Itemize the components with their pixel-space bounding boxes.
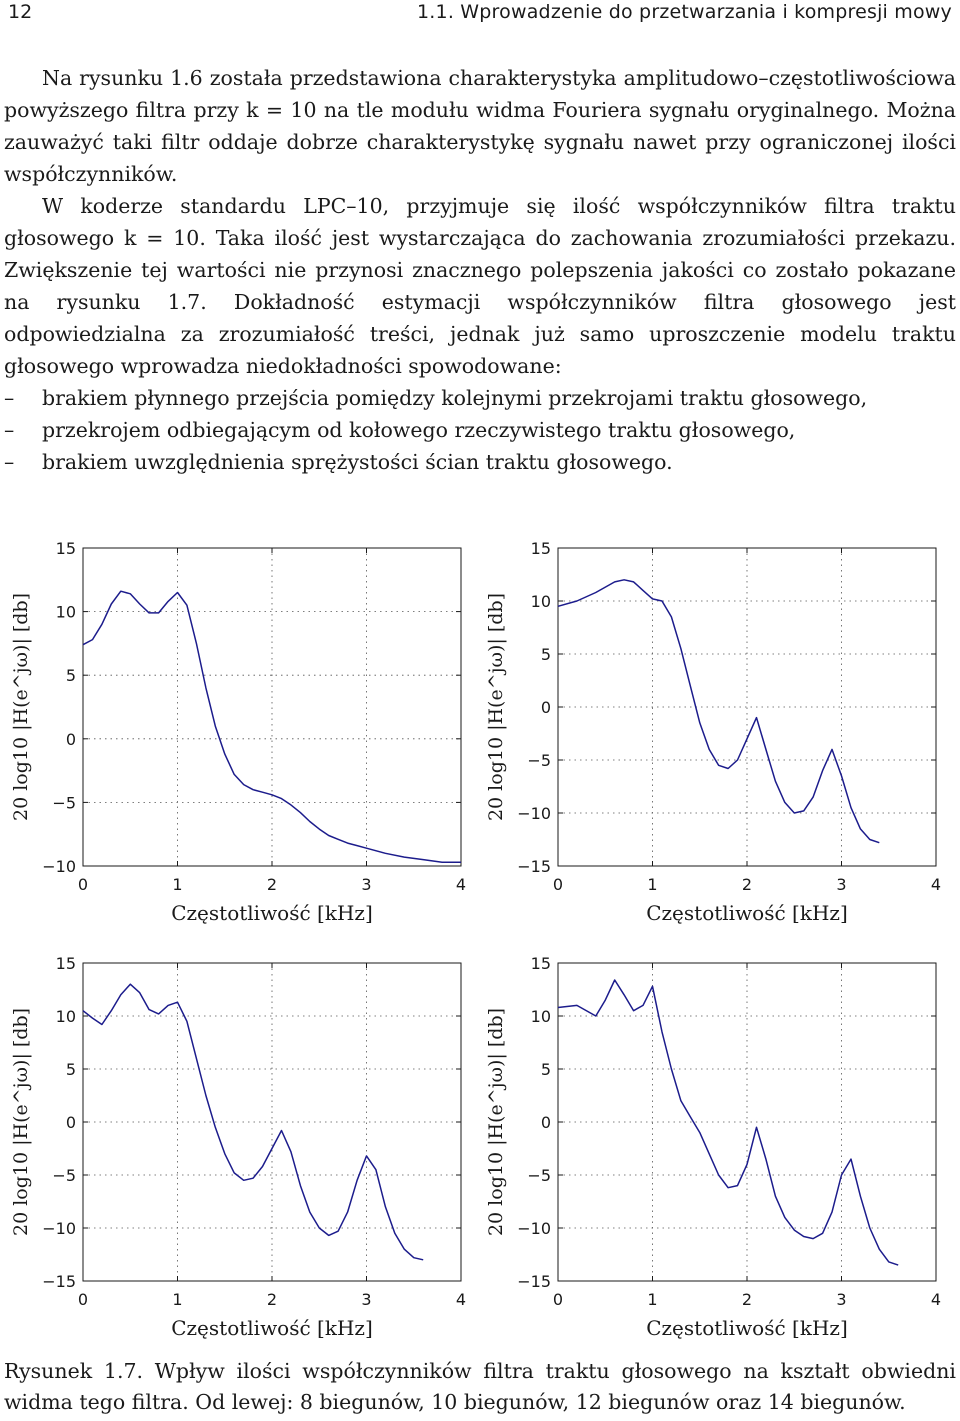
x-tick-label: 4 xyxy=(930,1290,942,1309)
y-tick-label: −5 xyxy=(52,793,76,813)
paragraph-1: Na rysunku 1.6 została przedstawiona charakterystyka amplitudowo–częstotliwościowa powyższego filtra przy k = 10 na tle modułu widma Fouriera sygnału oryginalnego. Można zauważyć taki filtr oddaje dobrze charakterystykę sygnału nawet przy ograniczonej ilości współczynników. xyxy=(4,66,956,186)
page-number: 12 xyxy=(8,1,33,23)
y-tick-label: 0 xyxy=(65,1113,76,1132)
y-tick-label: 5 xyxy=(540,1060,551,1079)
x-tick-label: 1 xyxy=(172,1290,183,1309)
y-tick-label: −5 xyxy=(527,751,551,770)
x-tick-label: 4 xyxy=(455,875,467,894)
x-tick-label: 0 xyxy=(77,1290,89,1309)
x-tick-label: 2 xyxy=(266,875,278,894)
x-tick-label: 3 xyxy=(361,1290,372,1309)
x-tick-label: 1 xyxy=(172,875,183,894)
chart-panel-1 xyxy=(10,539,466,925)
y-tick-label: 5 xyxy=(65,1060,76,1079)
page-header xyxy=(0,0,960,30)
x-axis-label: Częstotliwość [kHz] xyxy=(646,901,848,925)
y-tick-label: −15 xyxy=(517,1272,551,1291)
y-tick-label: −5 xyxy=(527,1166,551,1185)
x-tick-label: 2 xyxy=(741,1290,753,1309)
y-tick-label: 10 xyxy=(55,602,76,622)
x-tick-label: 2 xyxy=(741,875,753,894)
chart-panel-2 xyxy=(485,539,941,925)
y-axis-label: 20 log10 |H(e^jω)| [db] xyxy=(10,1007,32,1237)
bullet-list xyxy=(4,382,956,478)
y-tick-label: −5 xyxy=(52,1166,76,1185)
x-tick-label: 0 xyxy=(77,875,89,894)
y-tick-label: 10 xyxy=(55,1007,76,1026)
x-tick-label: 0 xyxy=(552,875,564,894)
y-tick-label: −10 xyxy=(42,857,76,876)
body-text xyxy=(4,62,956,478)
figure-caption: Rysunek 1.7. Wpływ ilości współczynników filtra traktu głosowego na kształt obwiedni widma tego filtra. Od lewej: 8 biegunów, 10 biegunów, 12 biegunów oraz 14 biegunów. xyxy=(4,1359,956,1414)
y-axis-label: 20 log10 |H(e^jω)| [db] xyxy=(485,592,507,822)
list-item: – brakiem płynnego przejścia pomiędzy kolejnymi przekrojami traktu głosowego, xyxy=(4,382,956,414)
x-tick-label: 3 xyxy=(836,1290,847,1309)
x-tick-label: 0 xyxy=(552,1290,564,1309)
y-tick-label: −10 xyxy=(517,804,551,823)
paragraph-2: W koderze standardu LPC–10, przyjmuje się ilość współczynników filtra traktu głosowego k = 10. Taka ilość jest wystarczająca do zachowania zrozumiałości przekazu. Zwiększenie tej wartości nie przynosi znacznego polepszenia jakości co zostało pokazane na rysunku 1.7. Dokładność estymacji współczynników filtra głosowego jest odpowiedzialna za zrozumiałość treści, jednak już samo uproszczenie modelu traktu głosowego wprowadza niedokładności spowodowane: xyxy=(4,194,956,378)
list-item: – brakiem uwzględnienia sprężystości ścian traktu głosowego. xyxy=(4,446,956,478)
y-tick-label: 0 xyxy=(540,698,551,717)
series-line xyxy=(83,984,423,1260)
y-tick-label: 5 xyxy=(65,666,76,686)
x-tick-label: 2 xyxy=(266,1290,278,1309)
figure-charts xyxy=(0,520,960,1350)
x-axis-label: Częstotliwość [kHz] xyxy=(646,1316,848,1340)
y-tick-label: −15 xyxy=(517,857,551,876)
y-tick-label: 0 xyxy=(540,1113,551,1132)
series-line xyxy=(558,580,879,843)
x-tick-label: 3 xyxy=(836,875,847,894)
x-tick-label: 1 xyxy=(647,1290,658,1309)
x-tick-label: 4 xyxy=(930,875,942,894)
y-tick-label: −10 xyxy=(517,1219,551,1238)
running-head: 1.1. Wprowadzenie do przetwarzania i kompresji mowy xyxy=(417,1,952,23)
series-line xyxy=(558,980,898,1265)
chart-panel-3 xyxy=(10,954,466,1340)
y-tick-label: 15 xyxy=(55,954,76,973)
y-tick-label: −15 xyxy=(42,1272,76,1291)
y-tick-label: 10 xyxy=(530,1007,551,1026)
x-tick-label: 3 xyxy=(361,875,372,894)
x-axis-label: Częstotliwość [kHz] xyxy=(171,901,373,925)
x-tick-label: 4 xyxy=(455,1290,467,1309)
chart-panel-4 xyxy=(485,954,941,1340)
list-item: – przekrojem odbiegającym od kołowego rzeczywistego traktu głosowego, xyxy=(4,414,956,446)
y-tick-label: 15 xyxy=(530,954,551,973)
y-tick-label: −10 xyxy=(42,1219,76,1238)
y-tick-label: 15 xyxy=(55,539,76,558)
y-tick-label: 10 xyxy=(530,592,551,611)
y-tick-label: 5 xyxy=(540,645,551,664)
y-tick-label: 15 xyxy=(530,539,551,558)
y-axis-label: 20 log10 |H(e^jω)| [db] xyxy=(485,1007,507,1237)
y-tick-label: 0 xyxy=(65,729,76,749)
x-tick-label: 1 xyxy=(647,875,658,894)
y-axis-label: 20 log10 |H(e^jω)| [db] xyxy=(10,592,32,822)
x-axis-label: Częstotliwość [kHz] xyxy=(171,1316,373,1340)
